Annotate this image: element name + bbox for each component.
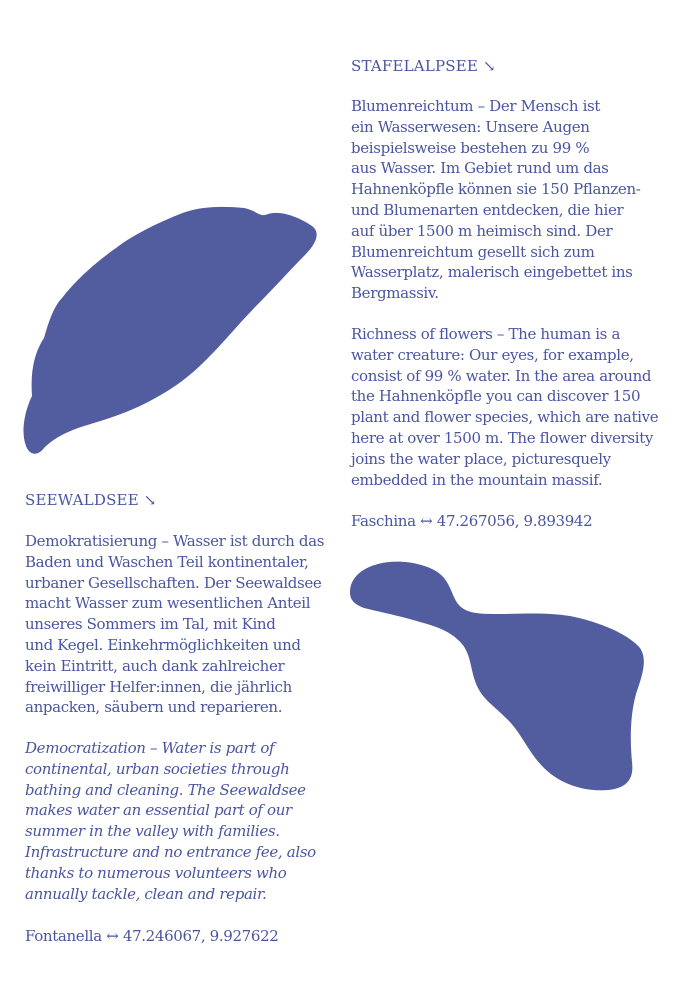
stafelalpsee-text-english: Richness of flowers – The human is a water creature: Our eyes, for example, consist of 99 % water. In the area around the Hahnenköpfle you can discover 150 plant and flower species, which are native here at over 1500 m. The flower diversity joins the water place, picturesquely embedded in the mountain massif.	[351, 325, 659, 489]
seewaldsee-heading: SEEWALDSEE ↘	[25, 491, 157, 509]
stafelalpsee-location: Faschina ↔ 47.267056, 9.893942	[351, 512, 593, 530]
stafelalpsee-text	[351, 96, 681, 304]
seewaldsee-location: Fontanella ↔ 47.246067, 9.927622	[25, 927, 279, 945]
stafelalpsee-text-german: Blumenreichtum – Der Mensch ist ein Wasserwesen: Unsere Augen beispielsweise bestehen zu 99 % aus Wasser. Im Gebiet rund um das Hahnenköpfle können sie 150 Pflanzen- und Blumenarten entdecken, die hier auf über 1500 m heimisch sind. Der Blumenreichtum gesellt sich zum Wasserplatz, malerisch eingebettet ins Bergmassiv.	[351, 97, 641, 303]
stafelalpsee-heading: STAFELALPSEE ↘	[351, 57, 496, 75]
seewaldsee-text-german: Demokratisierung – Wasser ist durch das Baden und Waschen Teil kontinentaler, urbaner Gesellschaften. Der Seewaldsee macht Wasser zum wesentlichen Anteil unseres Sommers im Tal, mit Kind und Kegel. Einkehrmöglichkeiten und kein Eintritt, auch dank zahlreicher freiwilliger Helfer:innen, die jährlich anpacken, säubern und reparieren.	[25, 532, 325, 717]
seewaldsee-text-english: Democratization – Water is part of continental, urban societies through bathing and cleaning. The Seewaldsee makes water an essential part of our summer in the valley with families. Infrastructure and no entrance fee, also thanks to numerous volunteers who annually tackle, clean and repair.	[25, 739, 316, 903]
seewaldsee-text	[25, 531, 335, 718]
stafelalpsee-text-en	[351, 324, 681, 490]
seewaldsee-text-en	[25, 738, 335, 904]
